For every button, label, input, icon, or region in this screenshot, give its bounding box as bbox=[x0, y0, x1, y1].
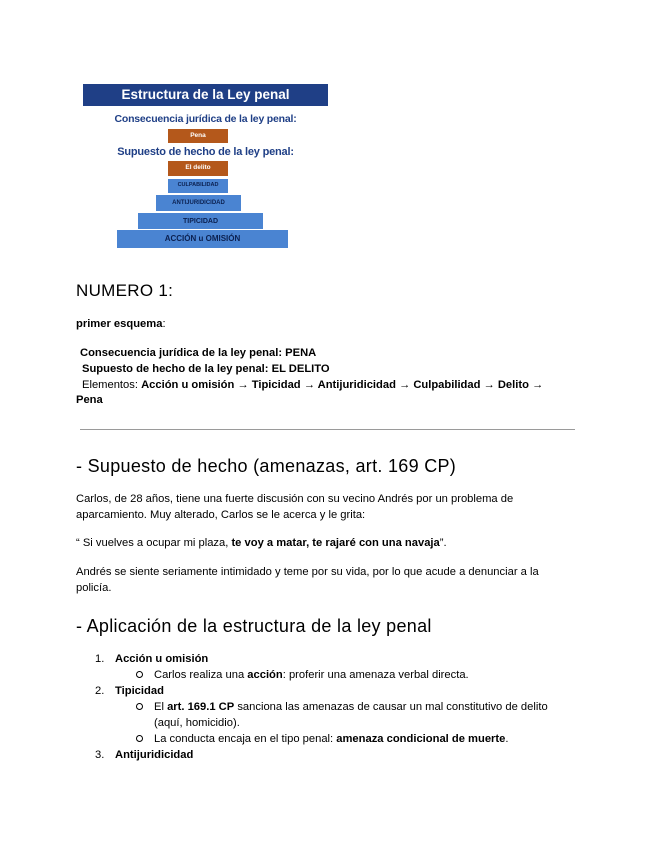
sub-item-tipicidad-2 bbox=[154, 731, 508, 747]
figure-level-antijuridicidad: ANTIJURIDICIDAD bbox=[156, 195, 241, 211]
sub-item-tipicidad-1-cont: (aquí, homicidio). bbox=[154, 717, 240, 729]
sub-item-tipicidad-1 bbox=[154, 699, 548, 715]
figure-box-pena: Pena bbox=[168, 129, 228, 143]
heading-aplicacion: - Aplicación de la estructura de la ley penal bbox=[76, 616, 432, 636]
list-number-3: 3. bbox=[95, 749, 105, 761]
esquema-colon: : bbox=[162, 318, 166, 330]
heading-numero-1: NUMERO 1: bbox=[76, 281, 174, 300]
para-andres-2: policía. bbox=[76, 582, 112, 594]
esquema-label: primer esquema bbox=[76, 318, 163, 330]
elementos-line bbox=[82, 377, 543, 393]
quote-prefix: “ Si vuelves a ocupar mi plaza, bbox=[76, 537, 232, 549]
quote-suffix: ”. bbox=[439, 537, 447, 549]
para-carlos-2: aparcamiento. Muy alterado, Carlos se le acerca y le grita: bbox=[76, 509, 366, 521]
list-number-2: 2. bbox=[95, 685, 105, 697]
sub-accion-bold: acción bbox=[247, 669, 283, 681]
list-item-tipicidad: Tipicidad bbox=[115, 685, 164, 697]
law-structure-figure bbox=[83, 84, 328, 250]
list-item-accion: Acción u omisión bbox=[115, 653, 209, 665]
figure-label-consecuencia: Consecuencia jurídica de la ley penal: bbox=[114, 113, 297, 125]
consecuencia-line: Consecuencia jurídica de la ley penal: PENA bbox=[80, 347, 317, 359]
sub-tip2-bold: amenaza condicional de muerte bbox=[336, 733, 506, 745]
elementos-end: Pena bbox=[76, 394, 103, 406]
figure-level-accion: ACCIÓN u OMISIÓN bbox=[117, 230, 288, 248]
sub-tip1-suffix: sanciona las amenazas de causar un mal constitutivo de delito bbox=[234, 701, 548, 713]
supuesto-line: Supuesto de hecho de la ley penal: EL DELITO bbox=[82, 363, 330, 375]
para-carlos-1: Carlos, de 28 años, tiene una fuerte discusión con su vecino Andrés por un problema de bbox=[76, 493, 514, 505]
figure-level-culpabilidad: CULPABILIDAD bbox=[168, 179, 228, 193]
sub-tip1-prefix: El bbox=[154, 701, 168, 713]
quote-bold: te voy a matar, te rajaré con una navaja bbox=[231, 537, 440, 549]
para-andres-1: Andrés se siente seriamente intimidado y teme por su vida, por lo que acude a denunciar a la bbox=[76, 566, 539, 578]
figure-title: Estructura de la Ley penal bbox=[83, 84, 328, 106]
quote-line bbox=[76, 535, 447, 551]
esquema-line bbox=[76, 316, 166, 332]
sub-tip1-bold: art. 169.1 CP bbox=[167, 701, 235, 713]
hollow-bullet-icon bbox=[136, 671, 143, 678]
sub-tip2-suffix: . bbox=[505, 733, 509, 745]
heading-supuesto-de-hecho: - Supuesto de hecho (amenazas, art. 169 CP) bbox=[76, 456, 457, 476]
hollow-bullet-icon bbox=[136, 703, 143, 710]
elementos-prefix: Elementos: bbox=[82, 379, 142, 391]
elementos-chain: Acción u omisión → Tipicidad → Antijuridicidad → Culpabilidad → Delito → bbox=[141, 379, 544, 391]
sub-accion-suffix: : proferir una amenaza verbal directa. bbox=[282, 669, 469, 681]
figure-label-supuesto: Supuesto de hecho de la ley penal: bbox=[117, 146, 294, 158]
hollow-bullet-icon bbox=[136, 735, 143, 742]
horizontal-rule bbox=[80, 429, 575, 430]
figure-level-tipicidad: TIPICIDAD bbox=[138, 213, 263, 229]
list-item-antijuridicidad: Antijuridicidad bbox=[115, 749, 194, 761]
sub-tip2-prefix: La conducta encaja en el tipo penal: bbox=[154, 733, 337, 745]
figure-box-delito: El delito bbox=[168, 161, 228, 176]
sub-accion-prefix: Carlos realiza una bbox=[154, 669, 248, 681]
sub-item-accion bbox=[154, 667, 469, 683]
list-number-1: 1. bbox=[95, 653, 105, 665]
